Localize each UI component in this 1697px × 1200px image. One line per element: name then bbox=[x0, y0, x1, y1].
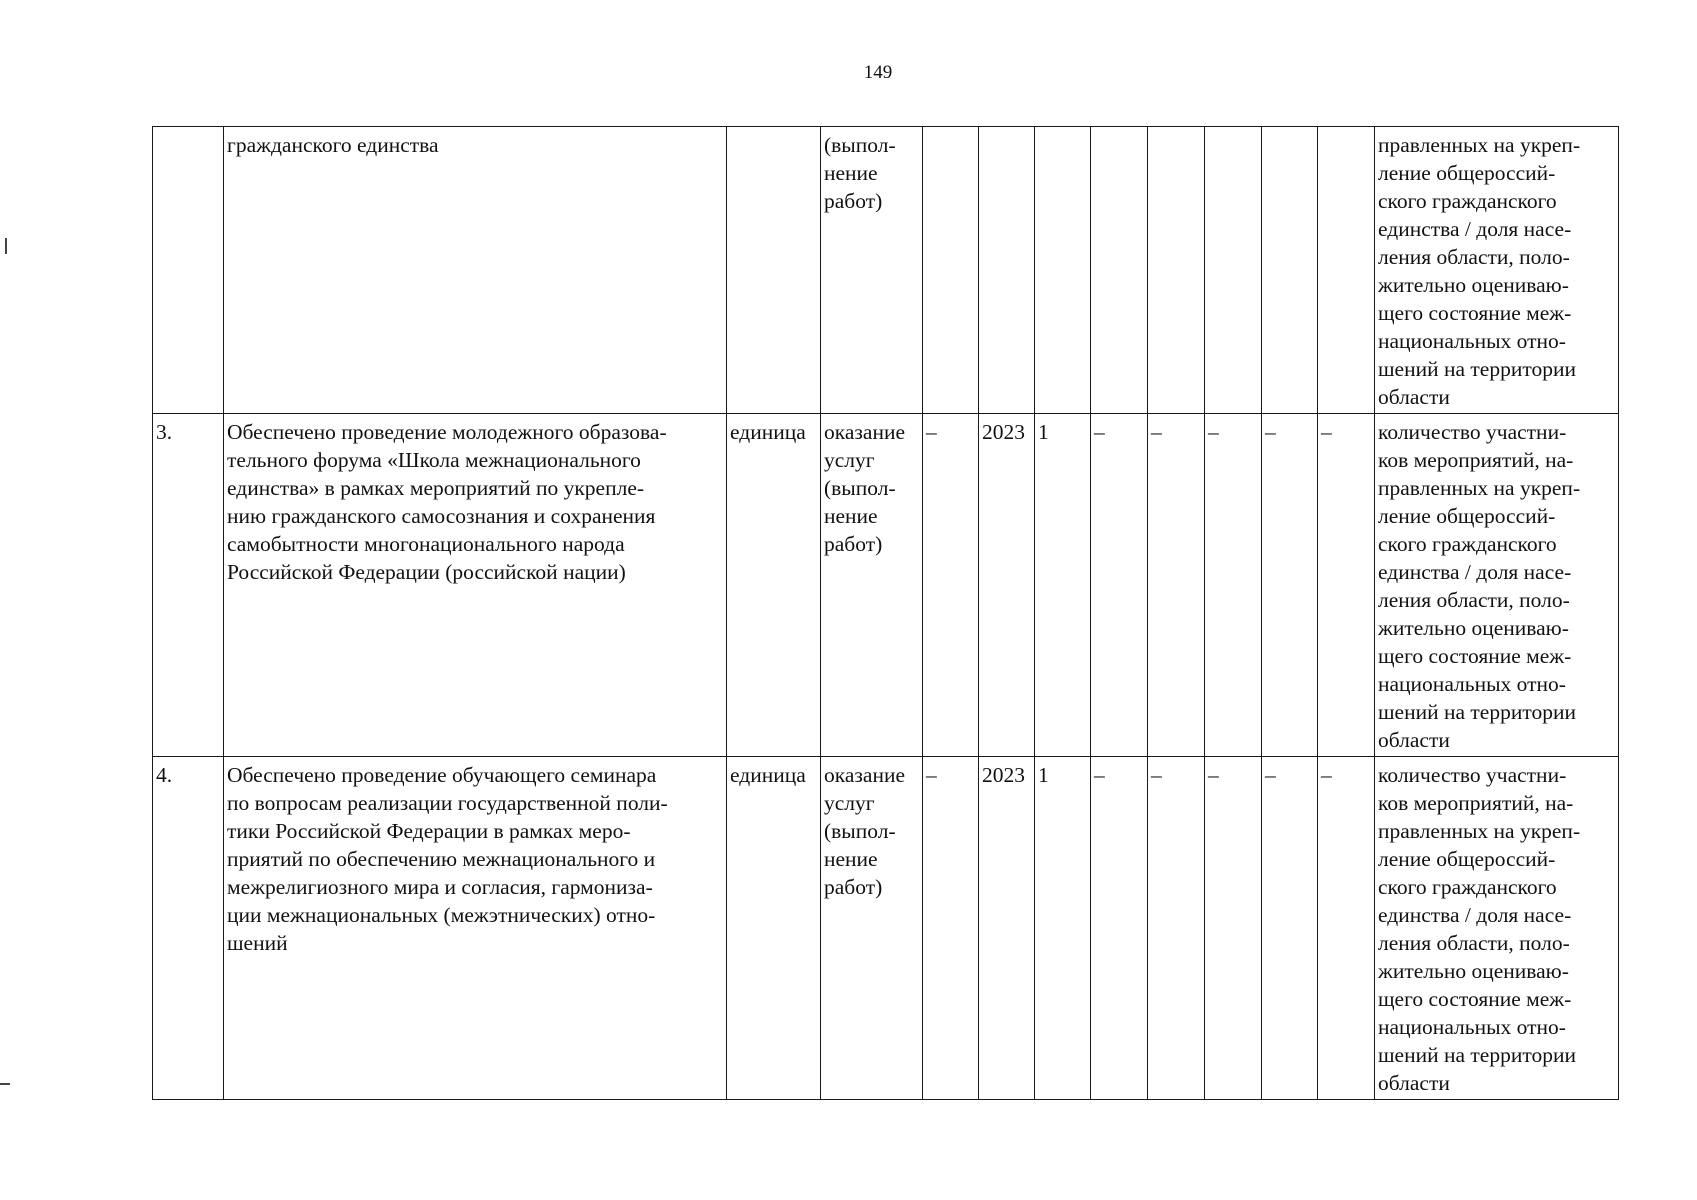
description-cell: Обеспечено проведение молодежного образова- тельного форума «Школа межнационального единства» в рамках мероприятий по укрепле- нию гражданского самосознания и сохранения самобытности многонационального народа Российской Федерации (российской нации) bbox=[224, 414, 727, 757]
indicator-cell: количество участни- ков мероприятий, на- правленных на укреп- ление общероссий- ского гражданского единства / доля насе- ления области, поло- жительно оцениваю- щего состояние меж- национальных отно- шений на территории области bbox=[1375, 757, 1619, 1100]
indicator-cell: количество участни- ков мероприятий, на- правленных на укреп- ление общероссий- ского гражданского единства / доля насе- ления области, поло- жительно оцениваю- щего состояние меж- национальных отно- шений на территории области bbox=[1375, 414, 1619, 757]
year-cell: 2023 bbox=[979, 757, 1035, 1100]
value-cell: – bbox=[1318, 757, 1375, 1100]
description-cell: гражданского единства bbox=[224, 127, 727, 414]
row-number-cell bbox=[153, 127, 224, 414]
year-cell: 2023 bbox=[979, 414, 1035, 757]
value-cell: – bbox=[1148, 757, 1205, 1100]
value-cell: – bbox=[1318, 414, 1375, 757]
value-cell bbox=[923, 127, 979, 414]
unit-cell: единица bbox=[727, 414, 821, 757]
value-cell: – bbox=[1148, 414, 1205, 757]
value-cell: – bbox=[923, 757, 979, 1100]
row-number-cell: 4. bbox=[153, 757, 224, 1100]
value-cell bbox=[1262, 127, 1318, 414]
value-cell: – bbox=[1091, 757, 1148, 1100]
table-row bbox=[153, 127, 1619, 414]
value-cell bbox=[1091, 127, 1148, 414]
value-cell: – bbox=[1262, 757, 1318, 1100]
value-cell: – bbox=[1262, 414, 1318, 757]
row-number-cell: 3. bbox=[153, 414, 224, 757]
type-cell: оказание услуг (выпол- нение работ) bbox=[821, 757, 923, 1100]
value-cell: 1 bbox=[1035, 757, 1091, 1100]
value-cell bbox=[1318, 127, 1375, 414]
table-row bbox=[153, 757, 1619, 1100]
value-cell: – bbox=[1205, 414, 1262, 757]
measures-table bbox=[152, 126, 1619, 1100]
indicator-cell: правленных на укреп- ление общероссий- ского гражданского единства / доля насе- ления области, поло- жительно оцениваю- щего состояние меж- национальных отно- шений на территории области bbox=[1375, 127, 1619, 414]
value-cell bbox=[1035, 127, 1091, 414]
table-row bbox=[153, 414, 1619, 757]
scan-mark bbox=[5, 238, 7, 254]
year-cell bbox=[979, 127, 1035, 414]
page-number: 149 bbox=[863, 62, 893, 83]
value-cell bbox=[1205, 127, 1262, 414]
description-cell: Обеспечено проведение обучающего семинара по вопросам реализации государственной поли- тики Российской Федерации в рамках меро- приятий по обеспечению межнационального и межрелигиозного мира и согласия, гармониза- ции межнациональных (межэтнических) отно- шений bbox=[224, 757, 727, 1100]
value-cell bbox=[1148, 127, 1205, 414]
unit-cell bbox=[727, 127, 821, 414]
value-cell: 1 bbox=[1035, 414, 1091, 757]
value-cell: – bbox=[1205, 757, 1262, 1100]
unit-cell: единица bbox=[727, 757, 821, 1100]
type-cell: (выпол- нение работ) bbox=[821, 127, 923, 414]
value-cell: – bbox=[923, 414, 979, 757]
type-cell: оказание услуг (выпол- нение работ) bbox=[821, 414, 923, 757]
scan-mark bbox=[0, 1083, 10, 1085]
value-cell: – bbox=[1091, 414, 1148, 757]
